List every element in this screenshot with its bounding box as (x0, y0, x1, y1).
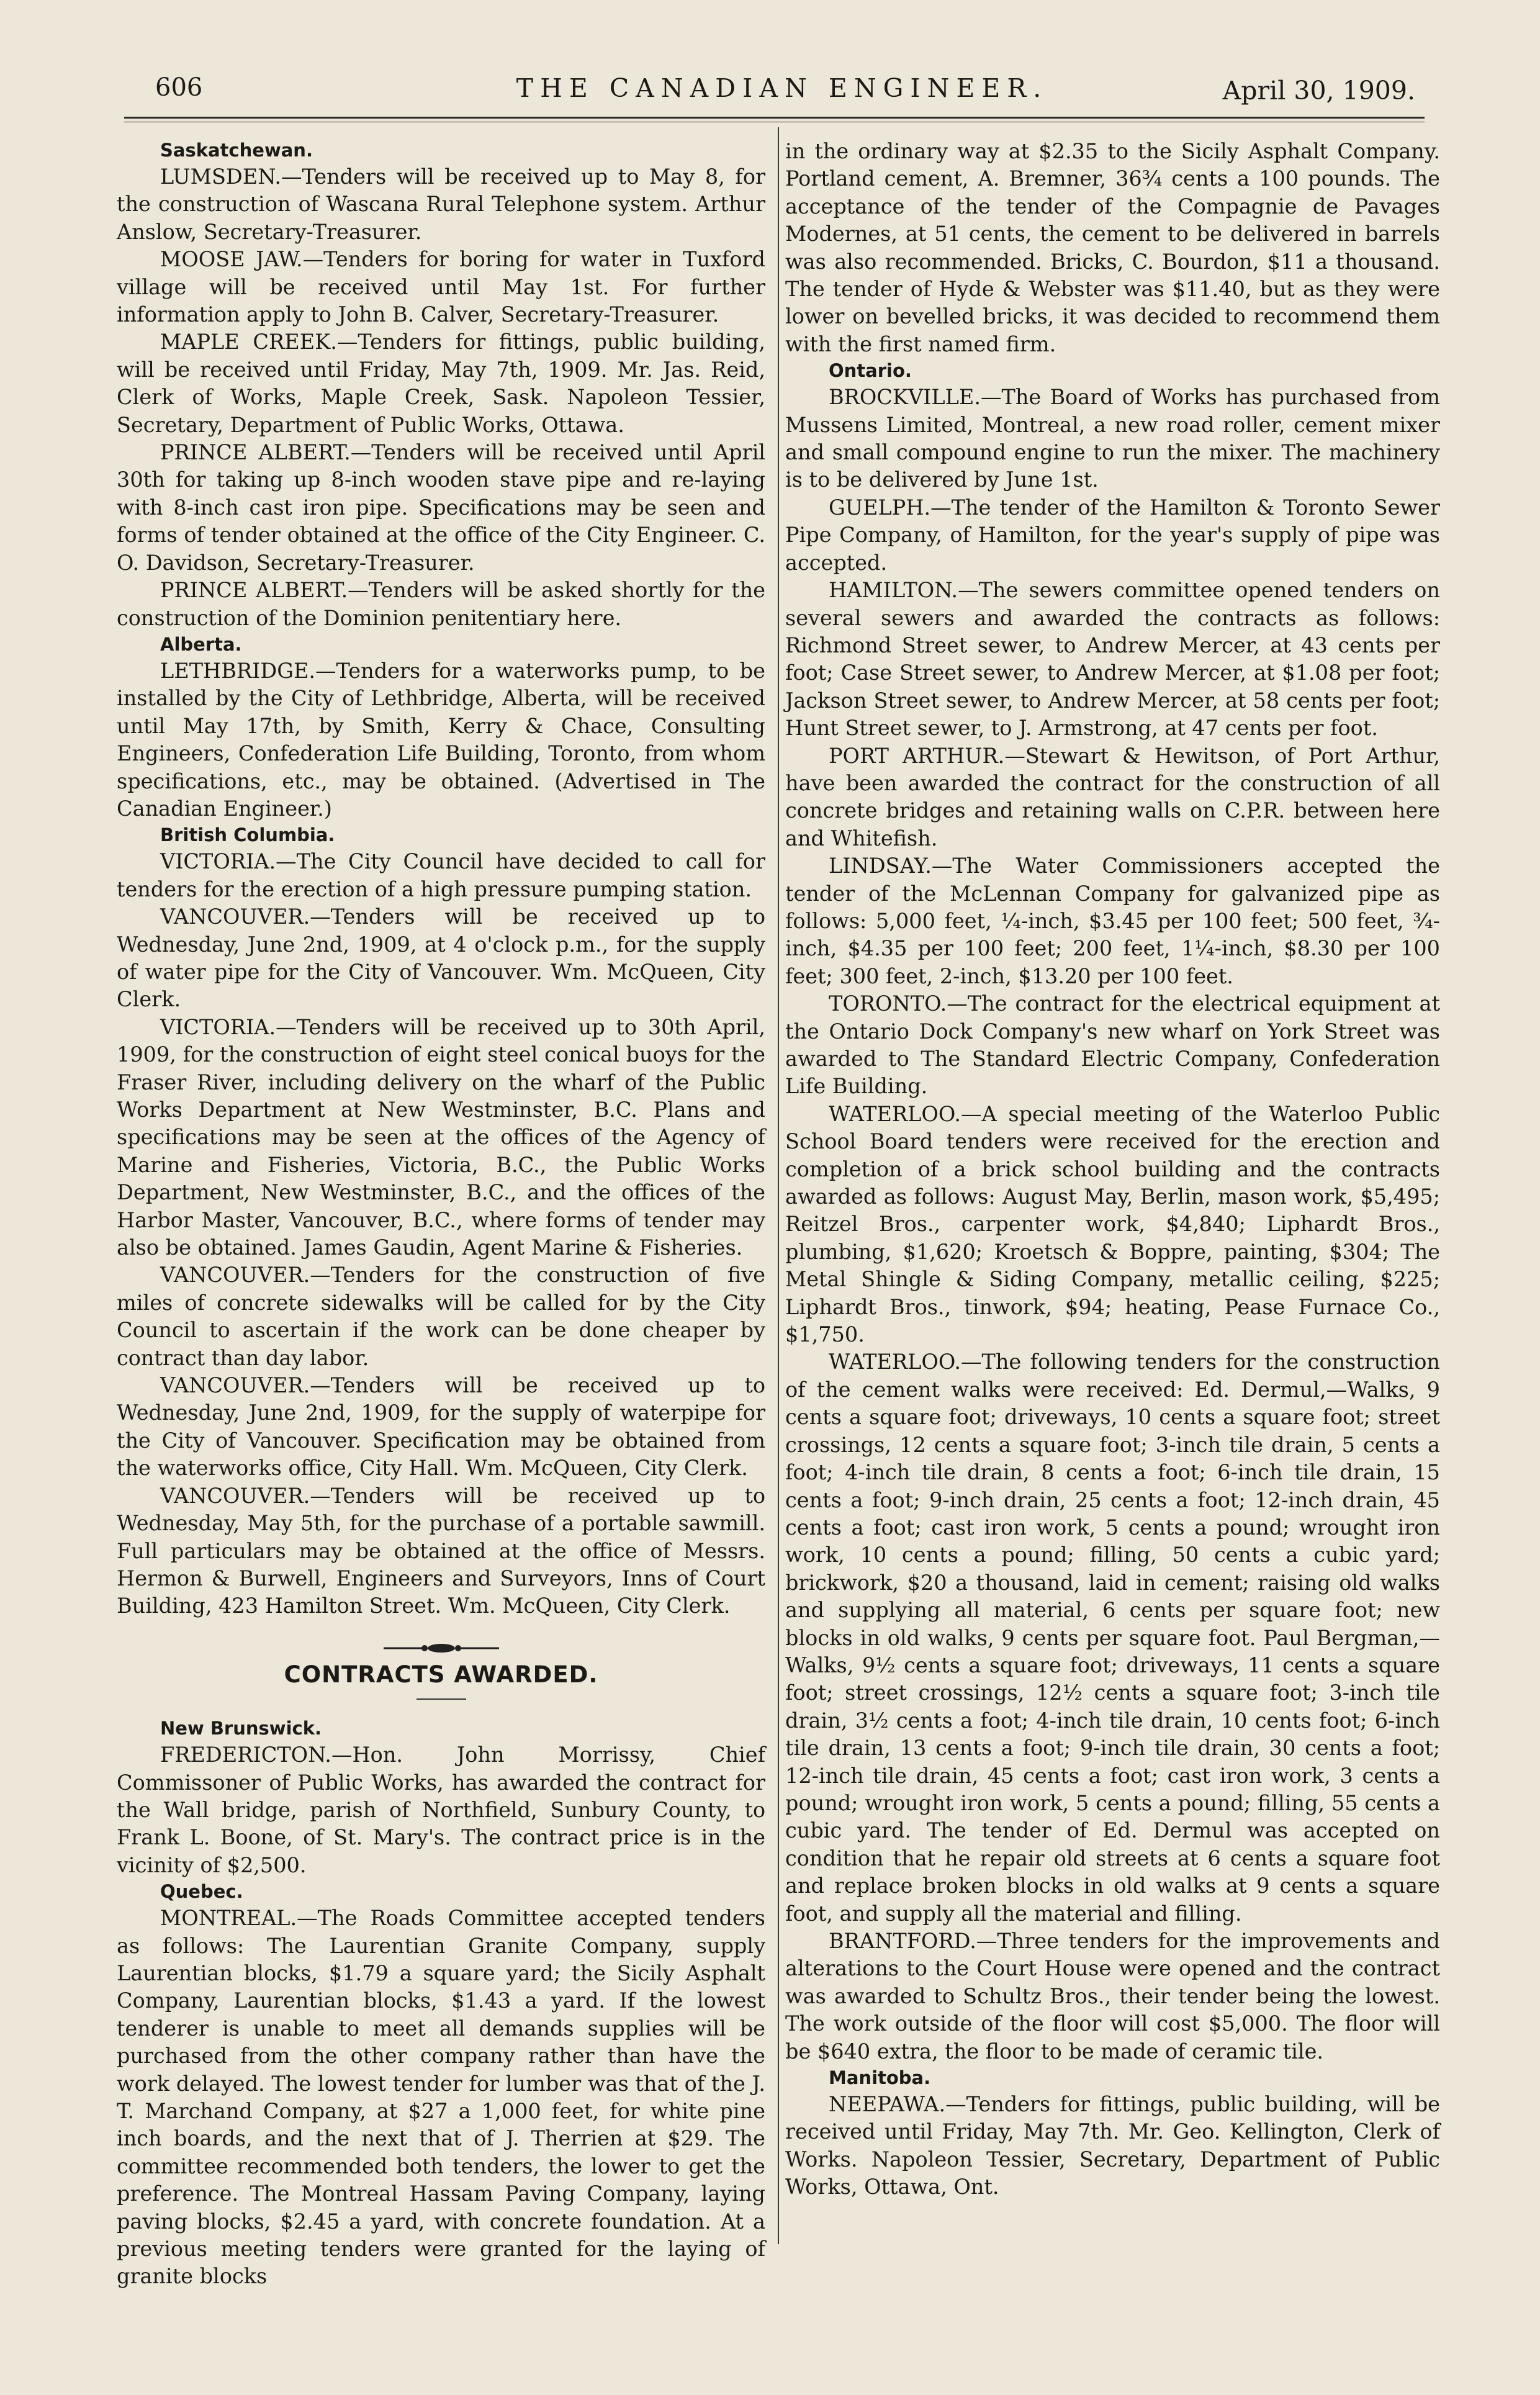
tender-paragraph: BRANTFORD.—Three tenders for the improvements and alterations to the Court House were opened and the contract was awarded to Schultz Bros., their tender being the lowest. The work outside of the floor will cost $5,000. The floor will be $640 extra, the floor to be made of ceramic tile. (785, 1929, 1440, 2063)
tender-paragraph: LINDSAY.—The Water Commissioners accepted the tender of the McLennan Company for galvanized pipe as follows: 5,000 feet, ¼-inch, $3.45 per 100 feet; 500 feet, ¾-inch, $4.35 per 100 feet; 200 feet, 1¼-inch, $8.30 per 100 feet; 300 feet, 2-inch, $13.20 per 100 feet. (785, 854, 1440, 988)
tender-paragraph: BROCKVILLE.—The Board of Works has purchased from Mussens Limited, Montreal, a new road roller, cement mixer and small compound engine to run the mixer. The machinery is to be delivered by June 1st. (785, 385, 1440, 492)
tender-paragraph: NEEPAWA.—Tenders for fittings, public building, will be received until Friday, May 7th. Mr. Geo. Kellington, Clerk of Works. Napoleon Tessier, Secretary, Department of Public Works, Ottawa, Ont. (785, 2092, 1440, 2199)
tender-paragraph: VANCOUVER.—Tenders for the construction of five miles of concrete sidewalks will be called for by the City Council to ascertain if the work can be done cheaper by contract than day labor. (117, 1263, 765, 1370)
tender-paragraph: VANCOUVER.—Tenders will be received up to Wednesday, May 5th, for the purchase of a portable sawmill. Full particulars may be obtained at the office of Messrs. Hermon & Burwell, Engineers and Surveyors, Inns of Court Building, 423 Hamilton Street. Wm. McQueen, City Clerk. (117, 1483, 765, 1618)
section-heading: New Brunswick. (160, 1718, 322, 1739)
section-heading: Saskatchewan. (160, 140, 313, 161)
issue-date: April 30, 1909. (1222, 76, 1415, 106)
ornament-icon (382, 1642, 500, 1654)
tender-paragraph: VICTORIA.—The City Council have decided to call for tenders for the erection of a high pressure pumping station. (117, 849, 765, 901)
tender-paragraph: VANCOUVER.—Tenders will be received up to Wednesday, June 2nd, 1909, at 4 o'clock p.m., for the supply of water pipe for the City of Vancouver. Wm. McQueen, City Clerk. (117, 904, 765, 1012)
tender-paragraph: MONTREAL.—The Roads Committee accepted tenders as follows: The Laurentian Granite Company, supply Laurentian blocks, $1.79 a square yard; the Sicily Asphalt Company, Laurentian blocks, $1.43 a yard. If the lowest tenderer is unable to meet all demands supplies will be purchased from the other company rather than have the work delayed. The lowest tender for lumber was that of the J. T. Marchand Company, at $27 a 1,000 feet, for white pine inch boards, and the next that of J. Therrien at $29. The committee recommended both tenders, the lower to get the preference. The Montreal Hassam Paving Company, laying paving blocks, $2.45 a yard, with concrete foundation. At a previous meeting tenders were granted for the laying of granite blocks (117, 1906, 765, 2289)
journal-title: THE CANADIAN ENGINEER. (516, 73, 1048, 103)
tender-paragraph: MAPLE CREEK.—Tenders for fittings, public building, will be received until Friday, May 7th, 1909. Mr. Jas. Reid, Clerk of Works, Maple Creek, Sask. Napoleon Tessier, Secretary, Department of Public Works, Ottawa. (117, 330, 765, 437)
tender-paragraph: LUMSDEN.—Tenders will be received up to May 8, for the construction of Wascana Rural Telephone system. Arthur Anslow, Secretary-Treasurer. (117, 165, 765, 244)
right-column (785, 138, 1440, 2201)
tender-paragraph: FREDERICTON.—Hon. John Morrissy, Chief Commissoner of Public Works, has awarded the contract for the Wall bridge, parish of Northfield, Sunbury County, to Frank L. Boone, of St. Mary's. The contract price is in the vicinity of $2,500. (117, 1743, 765, 1877)
tender-paragraph: LETHBRIDGE.—Tenders for a waterworks pump, to be installed by the City of Lethbridge, Alberta, will be received until May 17th, by Smith, Kerry & Chace, Consulting Engineers, Confederation Life Building, Toronto, from whom specifications, etc., may be obtained. (Advertised in The Canadian Engineer.) (117, 658, 765, 821)
section-heading: Ontario. (829, 360, 912, 382)
page-header (143, 67, 1421, 111)
header-rule (124, 117, 1425, 119)
section-heading: Alberta. (160, 633, 242, 655)
tender-paragraph: PRINCE ALBERT.—Tenders will be received until April 30th for taking up 8-inch wooden stave pipe and re-laying with 8-inch cast iron pipe. Specifications may be seen and forms of tender obtained at the office of the City Engineer. C. O. Davidson, Secretary-Treasurer. (117, 440, 765, 575)
tender-paragraph: GUELPH.—The tender of the Hamilton & Toronto Sewer Pipe Company, of Hamilton, for the year's supply of pipe was accepted. (785, 495, 1440, 575)
tender-paragraph: VANCOUVER.—Tenders will be received up to Wednesday, June 2nd, 1909, for the supply of waterpipe for the City of Vancouver. Specification may be obtained from the waterworks office, City Hall. Wm. McQueen, City Clerk. (117, 1373, 765, 1481)
contracts-awarded-heading: CONTRACTS AWARDED. (284, 1661, 598, 1688)
left-column (117, 138, 765, 2291)
tender-paragraph: HAMILTON.—The sewers committee opened tenders on several sewers and awarded the contracts as follows: Richmond Street sewer, to Andrew Mercer, at 43 cents per foot; Case Street sewer, to Andrew Mercer, at $1.08 per foot; Jackson Street sewer, to Andrew Mercer, at 58 cents per foot; Hunt Street sewer, to J. Armstrong, at 47 cents per foot. (785, 578, 1440, 741)
tender-paragraph: WATERLOO.—A special meeting of the Waterloo Public School Board tenders were received for the erection and completion of a brick school building and the contracts awarded as follows: August May, Berlin, mason work, $5,495; Reitzel Bros., carpenter work, $4,840; Liphardt Bros., plumbing, $1,620; Kroetsch & Boppre, painting, $304; The Metal Shingle & Siding Company, metallic ceiling, $225; Liphardt Bros., tinwork, $94; heating, Pease Furnace Co., $1,750. (785, 1101, 1440, 1347)
tender-paragraph: WATERLOO.—The following tenders for the construction of the cement walks were received: Ed. Dermul,—Walks, 9 cents a square foot; driveways, 10 cents a square foot; street crossings, 12 cents a square foot; 3-inch tile drain, 5 cents a foot; 4-inch tile drain, 8 cents a foot; 6-inch tile drain, 15 cents a foot; 9-inch drain, 25 cents a foot; 12-inch drain, 45 cents a foot; cast iron work, 5 cents a pound; wrought iron work, 10 cents a pound; filling, 50 cents a cubic yard; brickwork, $20 a thousand, laid in cement; raising old walks and supplying all material, 6 cents per square foot; new blocks in old walks, 9 cents per square foot. Paul Bergman,—Walks, 9½ cents a square foot; driveways, 11 cents a square foot; street crossings, 12½ cents a square foot; 3-inch tile drain, 3½ cents a foot; 4-inch tile drain, 10 cents foot; 6-inch tile drain, 13 cents a foot; 9-inch tile drain, 30 cents a foot; 12-inch tile drain, 45 cents a foot; cast iron work, 3 cents a pound; wrought iron work, 5 cents a pound; filling, 55 cents a cubic yard. The tender of Ed. Dermul was accepted on condition that he repair old streets at 6 cents a square foot and replace broken blocks in old walks at 9 cents a square foot, and supply all the material and filling. (785, 1350, 1440, 1926)
section-heading: British Columbia. (160, 824, 335, 846)
tender-paragraph: MOOSE JAW.—Tenders for boring for water in Tuxford village will be received until May 1st. For further information apply to John B. Calver, Secretary-Treasurer. (117, 247, 765, 327)
ornament-divider (117, 1634, 765, 1653)
tender-paragraph: VICTORIA.—Tenders will be received up to 30th April, 1909, for the construction of eight steel conical buoys for the Fraser River, including delivery on the wharf of the Public Works Department at New Westminster, B.C. Plans and specifications may be seen at the offices of the Agency of Marine and Fisheries, Victoria, B.C., the Public Works Department, New Westminster, B.C., and the offices of the Harbor Master, Vancouver, B.C., where forms of tender may also be obtained. James Gaudin, Agent Marine & Fisheries. (117, 1014, 765, 1260)
tender-paragraph: TORONTO.—The contract for the electrical equipment at the Ontario Dock Company's new wharf on York Street was awarded to The Standard Electric Company, Confederation Life Building. (785, 991, 1440, 1099)
tender-paragraph: PRINCE ALBERT.—Tenders will be asked shortly for the construction of the Dominion penitentiary here. (117, 578, 765, 630)
section-heading: Manitoba. (829, 2067, 931, 2089)
section-heading: Quebec. (160, 1881, 243, 1903)
page-number: 606 (155, 73, 203, 102)
short-rule (417, 1698, 466, 1700)
tender-paragraph: PORT ARTHUR.—Stewart & Hewitson, of Port Arthur, have been awarded the contract for the construction of all concrete bridges and retaining walls on C.P.R. between here and Whitefish. (785, 743, 1440, 850)
tender-paragraph: in the ordinary way at $2.35 to the Sicily Asphalt Company. Portland cement, A. Bremner, 36¾ cents a 100 pounds. The acceptance of the tender of the Compagnie de Pavages Modernes, at 51 cents, the cement to be delivered in barrels was also recommended. Bricks, C. Bourdon, $11 a thousand. The tender of Hyde & Webster was $11.40, but as they were lower on bevelled bricks, it was decided to recommend them with the first named firm. (785, 139, 1440, 356)
column-divider (778, 127, 779, 2244)
